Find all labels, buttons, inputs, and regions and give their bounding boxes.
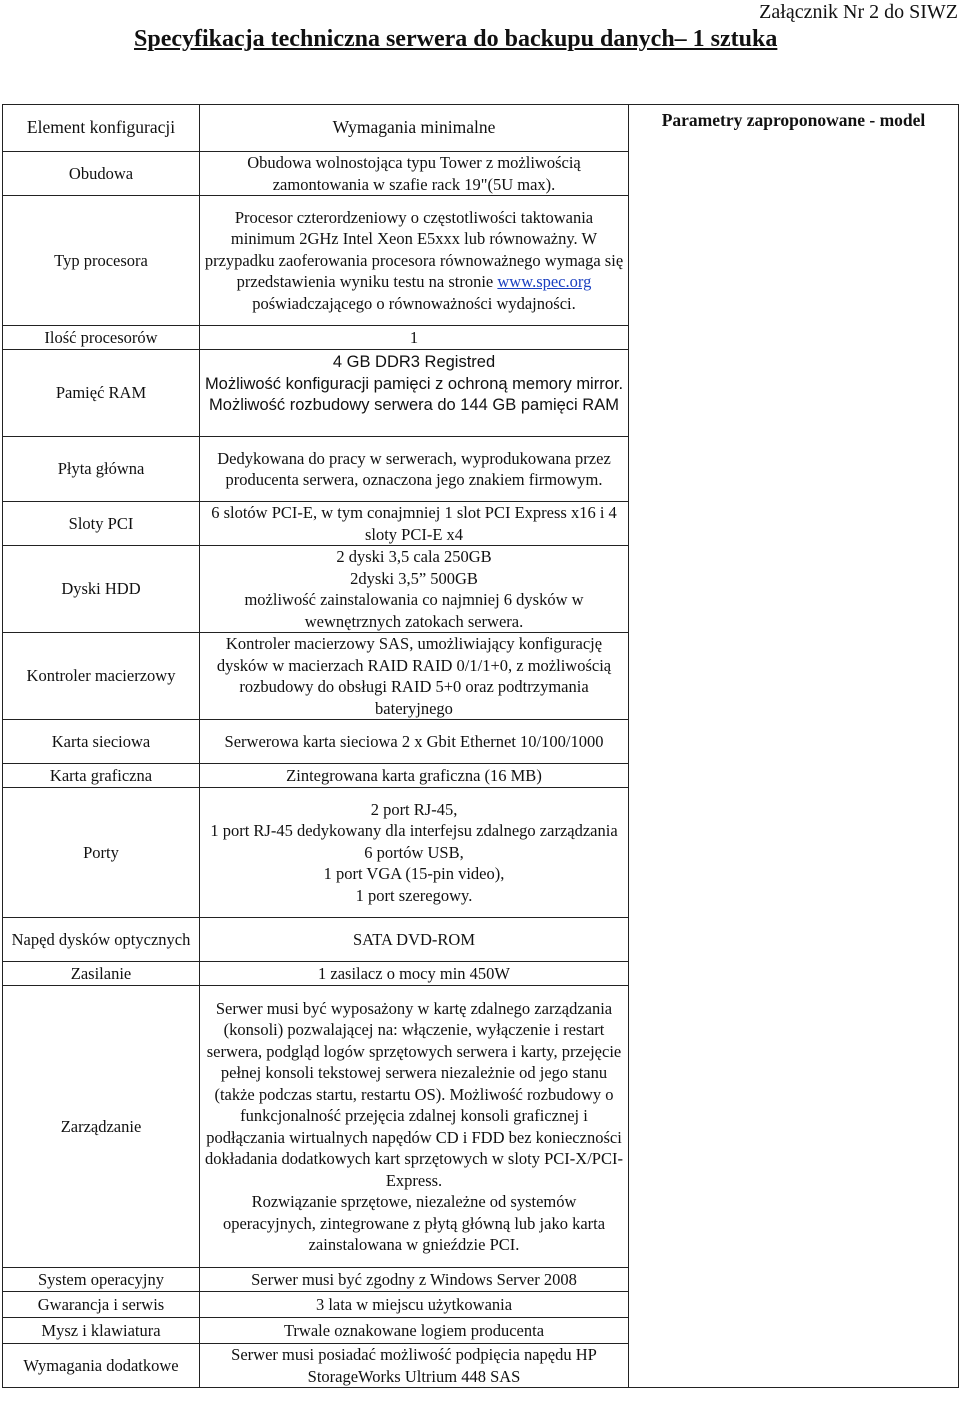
row-label: Wymagania dodatkowe: [3, 1344, 200, 1388]
management-paragraph: Rozwiązanie sprzętowe, niezależne od systemów operacyjnych, zintegrowane z płytą główną lub jako karta zainstalowana w gnieździe PCI.: [222, 1192, 606, 1254]
proposed-parameters-column: Parametry zaproponowane - model: [629, 105, 959, 1388]
cpu-text-after: poświadczającego o równoważności wydajności.: [252, 293, 576, 313]
row-value: [200, 546, 629, 633]
row-value: Trwale oznakowane logiem producenta: [200, 1318, 629, 1344]
header-element: Element konfiguracji: [3, 105, 200, 152]
spec-table: [2, 104, 959, 1388]
hdd-line: 2dyski 3,5” 500GB: [350, 568, 478, 588]
row-label: Kontroler macierzowy: [3, 633, 200, 720]
row-value: 6 slotów PCI-E, w tym conajmniej 1 slot PCI Express x16 i 4 sloty PCI-E x4: [200, 502, 629, 546]
row-value: [200, 350, 629, 437]
cpu-text-before: Procesor czterordzeniowy o częstotliwości taktowania minimum 2GHz Intel Xeon E5xxx lub równoważny. W przypadku zaoferowania procesora równoważnego wymaga się przedstawienia wyniku testu na stronie: [204, 207, 624, 292]
port-line: 2 port RJ-45,: [370, 799, 458, 819]
row-value: [200, 196, 629, 326]
row-value: Serwer musi posiadać możliwość podpięcia napędu HP StorageWorks Ultrium 448 SAS: [200, 1344, 629, 1388]
ram-line: Możliwość konfiguracji pamięci z ochroną memory mirror.: [204, 374, 624, 393]
row-label: Sloty PCI: [3, 502, 200, 546]
port-line: 1 port RJ-45 dedykowany dla interfejsu zdalnego zarządzania: [210, 821, 618, 841]
spec-org-link[interactable]: www.spec.org: [497, 272, 592, 292]
row-value: 1: [200, 326, 629, 350]
row-label: Karta graficzna: [3, 764, 200, 788]
row-value: 1 zasilacz o mocy min 450W: [200, 962, 629, 986]
management-paragraph: Serwer musi być wyposażony w kartę zdalnego zarządzania (konsoli) pozwalającej na: włączenie, wyłączenie i restart serwera, podgląd logów sprzętowych serwera i karty, przejęcie pełnej konsoli tekstowej serwera niezależnie od jego stanu (także podczas startu, restartu OS). Możliwość rozbudowy o funkcjonalność przejęcia zdalnej konsoli graficznej i podłączania wirtualnych napędów CD i FDD bez konieczności dokładania dodatkowych kart sprzętowych w sloty PCI-X/PCI-Express.: [205, 998, 623, 1190]
row-label: Typ procesora: [3, 196, 200, 326]
row-value: Serwer musi być zgodny z Windows Server 2008: [200, 1268, 629, 1292]
page-title: Specyfikacja techniczna serwera do backupu danych– 1 sztuka: [134, 26, 778, 52]
row-value: [200, 788, 629, 918]
row-value: Zintegrowana karta graficzna (16 MB): [200, 764, 629, 788]
row-value: Serwerowa karta sieciowa 2 x Gbit Ethernet 10/100/1000: [200, 720, 629, 764]
port-line: 1 port VGA (15-pin video),: [323, 864, 505, 884]
hdd-line: możliwość zainstalowania co najmniej 6 dysków w wewnętrznych zatokach serwera.: [244, 590, 584, 631]
row-label: Gwarancja i serwis: [3, 1292, 200, 1318]
port-line: 6 portów USB,: [364, 842, 464, 862]
row-label: System operacyjny: [3, 1268, 200, 1292]
row-value: Kontroler macierzowy SAS, umożliwiający konfigurację dysków w macierzach RAID RAID 0/1/1+0, z możliwością rozbudowy do obsługi RAID 5+0 oraz podtrzymania bateryjnego: [200, 633, 629, 720]
row-label: Zarządzanie: [3, 986, 200, 1268]
row-label: Płyta główna: [3, 437, 200, 502]
hdd-line: 2 dyski 3,5 cala 250GB: [336, 547, 492, 566]
row-label: Zasilanie: [3, 962, 200, 986]
ram-line: 4 GB DDR3 Registred: [332, 353, 496, 371]
header-row: [3, 105, 959, 152]
port-line: 1 port szeregowy.: [355, 885, 473, 905]
header-requirements: Wymagania minimalne: [200, 105, 629, 152]
row-label: Obudowa: [3, 152, 200, 196]
row-label: Karta sieciowa: [3, 720, 200, 764]
annex-label: Załącznik Nr 2 do SIWZ: [759, 1, 958, 23]
ram-line: Możliwość rozbudowy serwera do 144 GB pamięci RAM: [209, 396, 619, 414]
row-value: SATA DVD-ROM: [200, 918, 629, 962]
row-value: 3 lata w miejscu użytkowania: [200, 1292, 629, 1318]
row-label: Napęd dysków optycznych: [3, 918, 200, 962]
row-value: Obudowa wolnostojąca typu Tower z możliwością zamontowania w szafie rack 19"(5U max).: [200, 152, 629, 196]
row-value: [200, 986, 629, 1268]
row-label: Mysz i klawiatura: [3, 1318, 200, 1344]
row-label: Porty: [3, 788, 200, 918]
row-label: Pamięć RAM: [3, 350, 200, 437]
row-value: Dedykowana do pracy w serwerach, wyprodukowana przez producenta serwera, oznaczona jego znakiem firmowym.: [200, 437, 629, 502]
row-label: Dyski HDD: [3, 546, 200, 633]
row-label: Ilość procesorów: [3, 326, 200, 350]
